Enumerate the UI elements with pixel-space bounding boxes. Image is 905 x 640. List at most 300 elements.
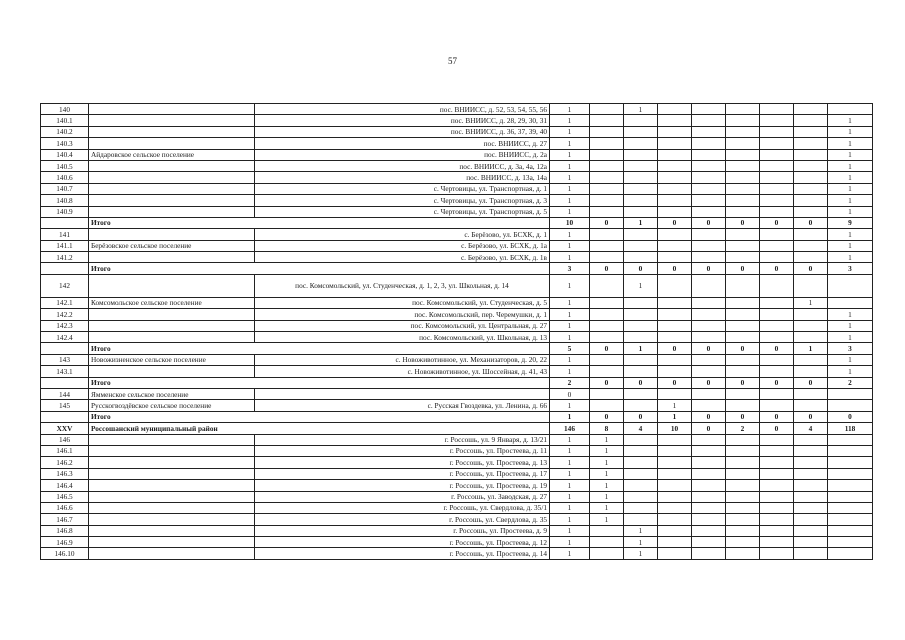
row-number: 140.7: [41, 183, 89, 194]
value-cell: 1: [828, 320, 873, 331]
address-cell: с. Новоживотинное, ул. Шоссейная, д. 41, 43: [255, 366, 550, 377]
value-cell: 1: [550, 480, 590, 491]
value-cell: [590, 240, 624, 251]
value-cell: [760, 514, 794, 525]
value-cell: [590, 400, 624, 411]
address-cell: пос. ВНИИСС, д. 27: [255, 138, 550, 149]
value-cell: [590, 332, 624, 343]
address-cell: г. Россошь, ул. Свердлова, д. 35/1: [255, 502, 550, 513]
value-cell: [590, 126, 624, 137]
table-row: [41, 229, 873, 240]
value-cell: [760, 160, 794, 171]
value-cell: [658, 468, 692, 479]
value-cell: 1: [828, 126, 873, 137]
value-cell: [658, 115, 692, 126]
address-cell: пос. ВНИИСС, д. 2а: [255, 149, 550, 160]
address-cell: пос. Комсомольский, ул. Школьная, д. 13: [255, 332, 550, 343]
value-cell: [692, 537, 726, 548]
settlement-name: [89, 138, 255, 149]
value-cell: 0: [590, 377, 624, 388]
row-number: 140.6: [41, 172, 89, 183]
value-cell: [590, 183, 624, 194]
value-cell: [624, 183, 658, 194]
table-row: [41, 297, 873, 308]
value-cell: [692, 468, 726, 479]
value-cell: 0: [726, 411, 760, 422]
value-cell: [590, 149, 624, 160]
total-label: Итого: [89, 343, 550, 354]
value-cell: [692, 149, 726, 160]
value-cell: [794, 240, 828, 251]
value-cell: [828, 400, 873, 411]
settlement-name: [89, 537, 255, 548]
value-cell: [760, 104, 794, 115]
table-row: [41, 388, 873, 399]
row-number: 146.9: [41, 537, 89, 548]
row-number: 146.4: [41, 480, 89, 491]
value-cell: [590, 320, 624, 331]
value-cell: [726, 457, 760, 468]
value-cell: 1: [550, 229, 590, 240]
value-cell: [760, 229, 794, 240]
settlement-name: [89, 491, 255, 502]
document-table: [40, 103, 873, 560]
total-label: Итого: [89, 263, 550, 274]
value-cell: [726, 388, 760, 399]
value-cell: [692, 388, 726, 399]
address-cell: г. Россошь, ул. Свердлова, д. 35: [255, 514, 550, 525]
value-cell: [828, 274, 873, 297]
value-cell: [726, 138, 760, 149]
value-cell: 4: [794, 423, 828, 434]
value-cell: [794, 274, 828, 297]
value-cell: 1: [550, 252, 590, 263]
value-cell: [692, 320, 726, 331]
value-cell: [692, 525, 726, 536]
address-cell: г. Россошь, ул. Простеева, д. 19: [255, 480, 550, 491]
settlement-name: [89, 434, 255, 445]
table-row: [41, 183, 873, 194]
value-cell: [794, 138, 828, 149]
row-number: 143: [41, 354, 89, 365]
address-cell: г. Россошь, ул. Простеева, д. 11: [255, 445, 550, 456]
value-cell: [624, 434, 658, 445]
value-cell: [726, 274, 760, 297]
value-cell: [692, 400, 726, 411]
address-cell: пос. Комсомольский, ул. Студенческая, д. 1, 2, 3, ул. Школьная, д. 14: [255, 274, 550, 297]
address-cell: с. Русская Гвоздевка, ул. Ленина, д. 66: [255, 400, 550, 411]
value-cell: [794, 468, 828, 479]
address-cell: г. Россошь, ул. Простеева, д. 13: [255, 457, 550, 468]
value-cell: 1: [828, 183, 873, 194]
value-cell: [760, 320, 794, 331]
value-cell: [692, 445, 726, 456]
value-cell: 1: [590, 434, 624, 445]
table-row: [41, 195, 873, 206]
value-cell: [658, 434, 692, 445]
value-cell: [726, 502, 760, 513]
value-cell: 1: [550, 320, 590, 331]
value-cell: 0: [658, 217, 692, 228]
address-cell: с. Берёзово, ул. БСХК, д. 1в: [255, 252, 550, 263]
value-cell: [794, 502, 828, 513]
address-cell: пос. ВНИИСС, д. 52, 53, 54, 55, 56: [255, 104, 550, 115]
value-cell: [726, 548, 760, 559]
address-cell: [255, 388, 550, 399]
settlement-name: [89, 480, 255, 491]
value-cell: [590, 172, 624, 183]
value-cell: [624, 480, 658, 491]
settlement-name: [89, 195, 255, 206]
value-cell: [692, 104, 726, 115]
value-cell: [828, 502, 873, 513]
value-cell: [794, 126, 828, 137]
value-cell: 0: [760, 343, 794, 354]
address-cell: пос. ВНИИСС, д. 28, 29, 30, 31: [255, 115, 550, 126]
value-cell: [794, 309, 828, 320]
value-cell: [624, 514, 658, 525]
value-cell: [794, 548, 828, 559]
value-cell: [624, 229, 658, 240]
value-cell: 1: [550, 537, 590, 548]
value-cell: [760, 172, 794, 183]
value-cell: [658, 183, 692, 194]
value-cell: 1: [828, 195, 873, 206]
table-row-total: [41, 263, 873, 274]
value-cell: [726, 525, 760, 536]
value-cell: 1: [590, 457, 624, 468]
value-cell: [624, 252, 658, 263]
value-cell: [692, 502, 726, 513]
value-cell: [760, 274, 794, 297]
value-cell: [692, 548, 726, 559]
value-cell: [794, 434, 828, 445]
value-cell: [590, 274, 624, 297]
value-cell: 1: [828, 332, 873, 343]
value-cell: 1: [550, 411, 590, 422]
table-row: [41, 354, 873, 365]
row-number: 146: [41, 434, 89, 445]
value-cell: [760, 138, 794, 149]
value-cell: [828, 468, 873, 479]
row-number: 146.1: [41, 445, 89, 456]
value-cell: [692, 160, 726, 171]
value-cell: [828, 525, 873, 536]
value-cell: [692, 332, 726, 343]
value-cell: [658, 160, 692, 171]
value-cell: 1: [550, 195, 590, 206]
value-cell: [726, 297, 760, 308]
settlement-name: [89, 126, 255, 137]
table-row: [41, 514, 873, 525]
settlement-name: [89, 160, 255, 171]
total-label: Итого: [89, 411, 550, 422]
value-cell: 0: [658, 263, 692, 274]
value-cell: 0: [692, 343, 726, 354]
row-number: 140.9: [41, 206, 89, 217]
value-cell: [658, 548, 692, 559]
value-cell: 1: [550, 240, 590, 251]
row-number: 142: [41, 274, 89, 297]
settlement-name: [89, 320, 255, 331]
value-cell: [726, 240, 760, 251]
value-cell: 1: [550, 297, 590, 308]
value-cell: 1: [590, 502, 624, 513]
row-number-cell: [41, 217, 89, 228]
value-cell: [726, 206, 760, 217]
row-number: 142.2: [41, 309, 89, 320]
value-cell: 118: [828, 423, 873, 434]
row-number: 141.2: [41, 252, 89, 263]
settlement-name: [89, 514, 255, 525]
value-cell: 0: [692, 423, 726, 434]
value-cell: [624, 206, 658, 217]
table-row: [41, 138, 873, 149]
table-row: [41, 366, 873, 377]
value-cell: [726, 229, 760, 240]
value-cell: [692, 240, 726, 251]
value-cell: [590, 104, 624, 115]
address-cell: пос. ВНИИСС, д. 3а, 4а, 12а: [255, 160, 550, 171]
value-cell: [760, 309, 794, 320]
value-cell: 1: [550, 160, 590, 171]
settlement-name: [89, 457, 255, 468]
value-cell: [794, 229, 828, 240]
value-cell: [828, 457, 873, 468]
value-cell: [658, 457, 692, 468]
value-cell: [658, 309, 692, 320]
row-number: 142.3: [41, 320, 89, 331]
value-cell: 1: [550, 491, 590, 502]
value-cell: [726, 480, 760, 491]
value-cell: 1: [550, 115, 590, 126]
value-cell: [828, 548, 873, 559]
value-cell: 1: [624, 343, 658, 354]
value-cell: [692, 354, 726, 365]
value-cell: [590, 115, 624, 126]
table-row: [41, 445, 873, 456]
value-cell: [624, 354, 658, 365]
value-cell: 1: [550, 400, 590, 411]
settlement-name: Комсомольское сельское поселение: [89, 297, 255, 308]
value-cell: [760, 252, 794, 263]
value-cell: [624, 172, 658, 183]
table-row: [41, 548, 873, 559]
table-row-total: [41, 217, 873, 228]
value-cell: [794, 491, 828, 502]
value-cell: [726, 354, 760, 365]
value-cell: 1: [550, 457, 590, 468]
value-cell: [726, 183, 760, 194]
table-row: [41, 274, 873, 297]
table-row: [41, 525, 873, 536]
value-cell: [624, 138, 658, 149]
settlement-name: [89, 445, 255, 456]
value-cell: [726, 149, 760, 160]
value-cell: 1: [828, 229, 873, 240]
value-cell: [794, 183, 828, 194]
value-cell: 0: [794, 411, 828, 422]
value-cell: 0: [794, 217, 828, 228]
settlement-name: [89, 468, 255, 479]
value-cell: 1: [828, 115, 873, 126]
table-body: [41, 104, 873, 560]
row-number-cell: [41, 343, 89, 354]
settlement-name: [89, 229, 255, 240]
value-cell: [590, 195, 624, 206]
address-cell: пос. Комсомольский, пер. Черемушки, д. 1: [255, 309, 550, 320]
table-row: [41, 434, 873, 445]
value-cell: [590, 297, 624, 308]
value-cell: [658, 206, 692, 217]
address-cell: г. Россошь, ул. Простеева, д. 17: [255, 468, 550, 479]
value-cell: [692, 126, 726, 137]
value-cell: [760, 445, 794, 456]
value-cell: [794, 252, 828, 263]
table-row: [41, 332, 873, 343]
value-cell: [726, 160, 760, 171]
row-number: 140.3: [41, 138, 89, 149]
value-cell: [692, 229, 726, 240]
settlement-name: [89, 332, 255, 343]
value-cell: [590, 537, 624, 548]
value-cell: [760, 297, 794, 308]
value-cell: [726, 537, 760, 548]
address-cell: г. Россошь, ул. Простеева, д. 14: [255, 548, 550, 559]
value-cell: 1: [624, 274, 658, 297]
value-cell: 0: [760, 423, 794, 434]
value-cell: [692, 138, 726, 149]
value-cell: [692, 480, 726, 491]
value-cell: [828, 491, 873, 502]
value-cell: [658, 388, 692, 399]
value-cell: [760, 126, 794, 137]
table-row-total: [41, 343, 873, 354]
table-row: [41, 104, 873, 115]
value-cell: [658, 252, 692, 263]
value-cell: 1: [550, 206, 590, 217]
value-cell: 1: [828, 160, 873, 171]
value-cell: [692, 172, 726, 183]
value-cell: [828, 445, 873, 456]
row-number-cell: [41, 377, 89, 388]
value-cell: [590, 525, 624, 536]
total-label: Итого: [89, 217, 550, 228]
address-cell: г. Россошь, ул. Заводская, д. 27: [255, 491, 550, 502]
value-cell: 1: [658, 400, 692, 411]
value-cell: [760, 537, 794, 548]
value-cell: [692, 491, 726, 502]
value-cell: 1: [828, 240, 873, 251]
value-cell: 1: [550, 514, 590, 525]
settlement-name: [89, 104, 255, 115]
settlement-name: [89, 502, 255, 513]
value-cell: [726, 309, 760, 320]
value-cell: 1: [624, 525, 658, 536]
row-number: 141: [41, 229, 89, 240]
value-cell: 0: [658, 343, 692, 354]
value-cell: [624, 468, 658, 479]
value-cell: [828, 434, 873, 445]
value-cell: [828, 537, 873, 548]
value-cell: [794, 525, 828, 536]
value-cell: [760, 502, 794, 513]
value-cell: [624, 491, 658, 502]
value-cell: 2: [726, 423, 760, 434]
row-number: 146.7: [41, 514, 89, 525]
value-cell: [624, 126, 658, 137]
row-number: 146.8: [41, 525, 89, 536]
value-cell: [760, 240, 794, 251]
value-cell: [590, 206, 624, 217]
table-row-district: [41, 423, 873, 434]
value-cell: 1: [828, 172, 873, 183]
value-cell: 0: [726, 343, 760, 354]
address-cell: с. Берёзово, ул. БСХК, д. 1: [255, 229, 550, 240]
value-cell: 1: [550, 525, 590, 536]
address-cell: пос. Комсомольский, ул. Студенческая, д. 5: [255, 297, 550, 308]
address-cell: с. Новоживотинное, ул. Механизаторов, д. 20, 22: [255, 354, 550, 365]
address-cell: с. Чертовицы, ул. Транспортная, д. 1: [255, 183, 550, 194]
address-cell: г. Россошь, ул. Простеева, д. 12: [255, 537, 550, 548]
value-cell: 0: [590, 217, 624, 228]
value-cell: [658, 366, 692, 377]
value-cell: 0: [794, 377, 828, 388]
value-cell: [760, 149, 794, 160]
value-cell: 3: [828, 343, 873, 354]
row-number-cell: [41, 263, 89, 274]
table-row: [41, 149, 873, 160]
settlement-name: Ямменское сельское поселение: [89, 388, 255, 399]
value-cell: [760, 195, 794, 206]
row-number: 140.8: [41, 195, 89, 206]
value-cell: [760, 548, 794, 559]
settlement-name: [89, 252, 255, 263]
value-cell: [760, 400, 794, 411]
value-cell: [590, 252, 624, 263]
value-cell: 0: [624, 377, 658, 388]
value-cell: [726, 332, 760, 343]
value-cell: 0: [760, 411, 794, 422]
value-cell: [760, 434, 794, 445]
value-cell: [658, 320, 692, 331]
address-cell: пос. ВНИИСС, д. 36, 37, 39, 40: [255, 126, 550, 137]
value-cell: [658, 126, 692, 137]
value-cell: [726, 366, 760, 377]
row-number: 145: [41, 400, 89, 411]
value-cell: [658, 354, 692, 365]
address-cell: пос. ВНИИСС, д. 13а, 14а: [255, 172, 550, 183]
table-row: [41, 491, 873, 502]
row-number: 146.2: [41, 457, 89, 468]
value-cell: 1: [590, 468, 624, 479]
value-cell: 5: [550, 343, 590, 354]
settlement-name: [89, 309, 255, 320]
value-cell: 1: [550, 434, 590, 445]
value-cell: [658, 525, 692, 536]
value-cell: [590, 229, 624, 240]
value-cell: 1: [590, 445, 624, 456]
value-cell: 1: [550, 126, 590, 137]
value-cell: [624, 366, 658, 377]
table-row: [41, 240, 873, 251]
value-cell: [726, 434, 760, 445]
value-cell: [794, 195, 828, 206]
value-cell: 1: [590, 491, 624, 502]
value-cell: [658, 297, 692, 308]
row-number: 140: [41, 104, 89, 115]
value-cell: [760, 491, 794, 502]
